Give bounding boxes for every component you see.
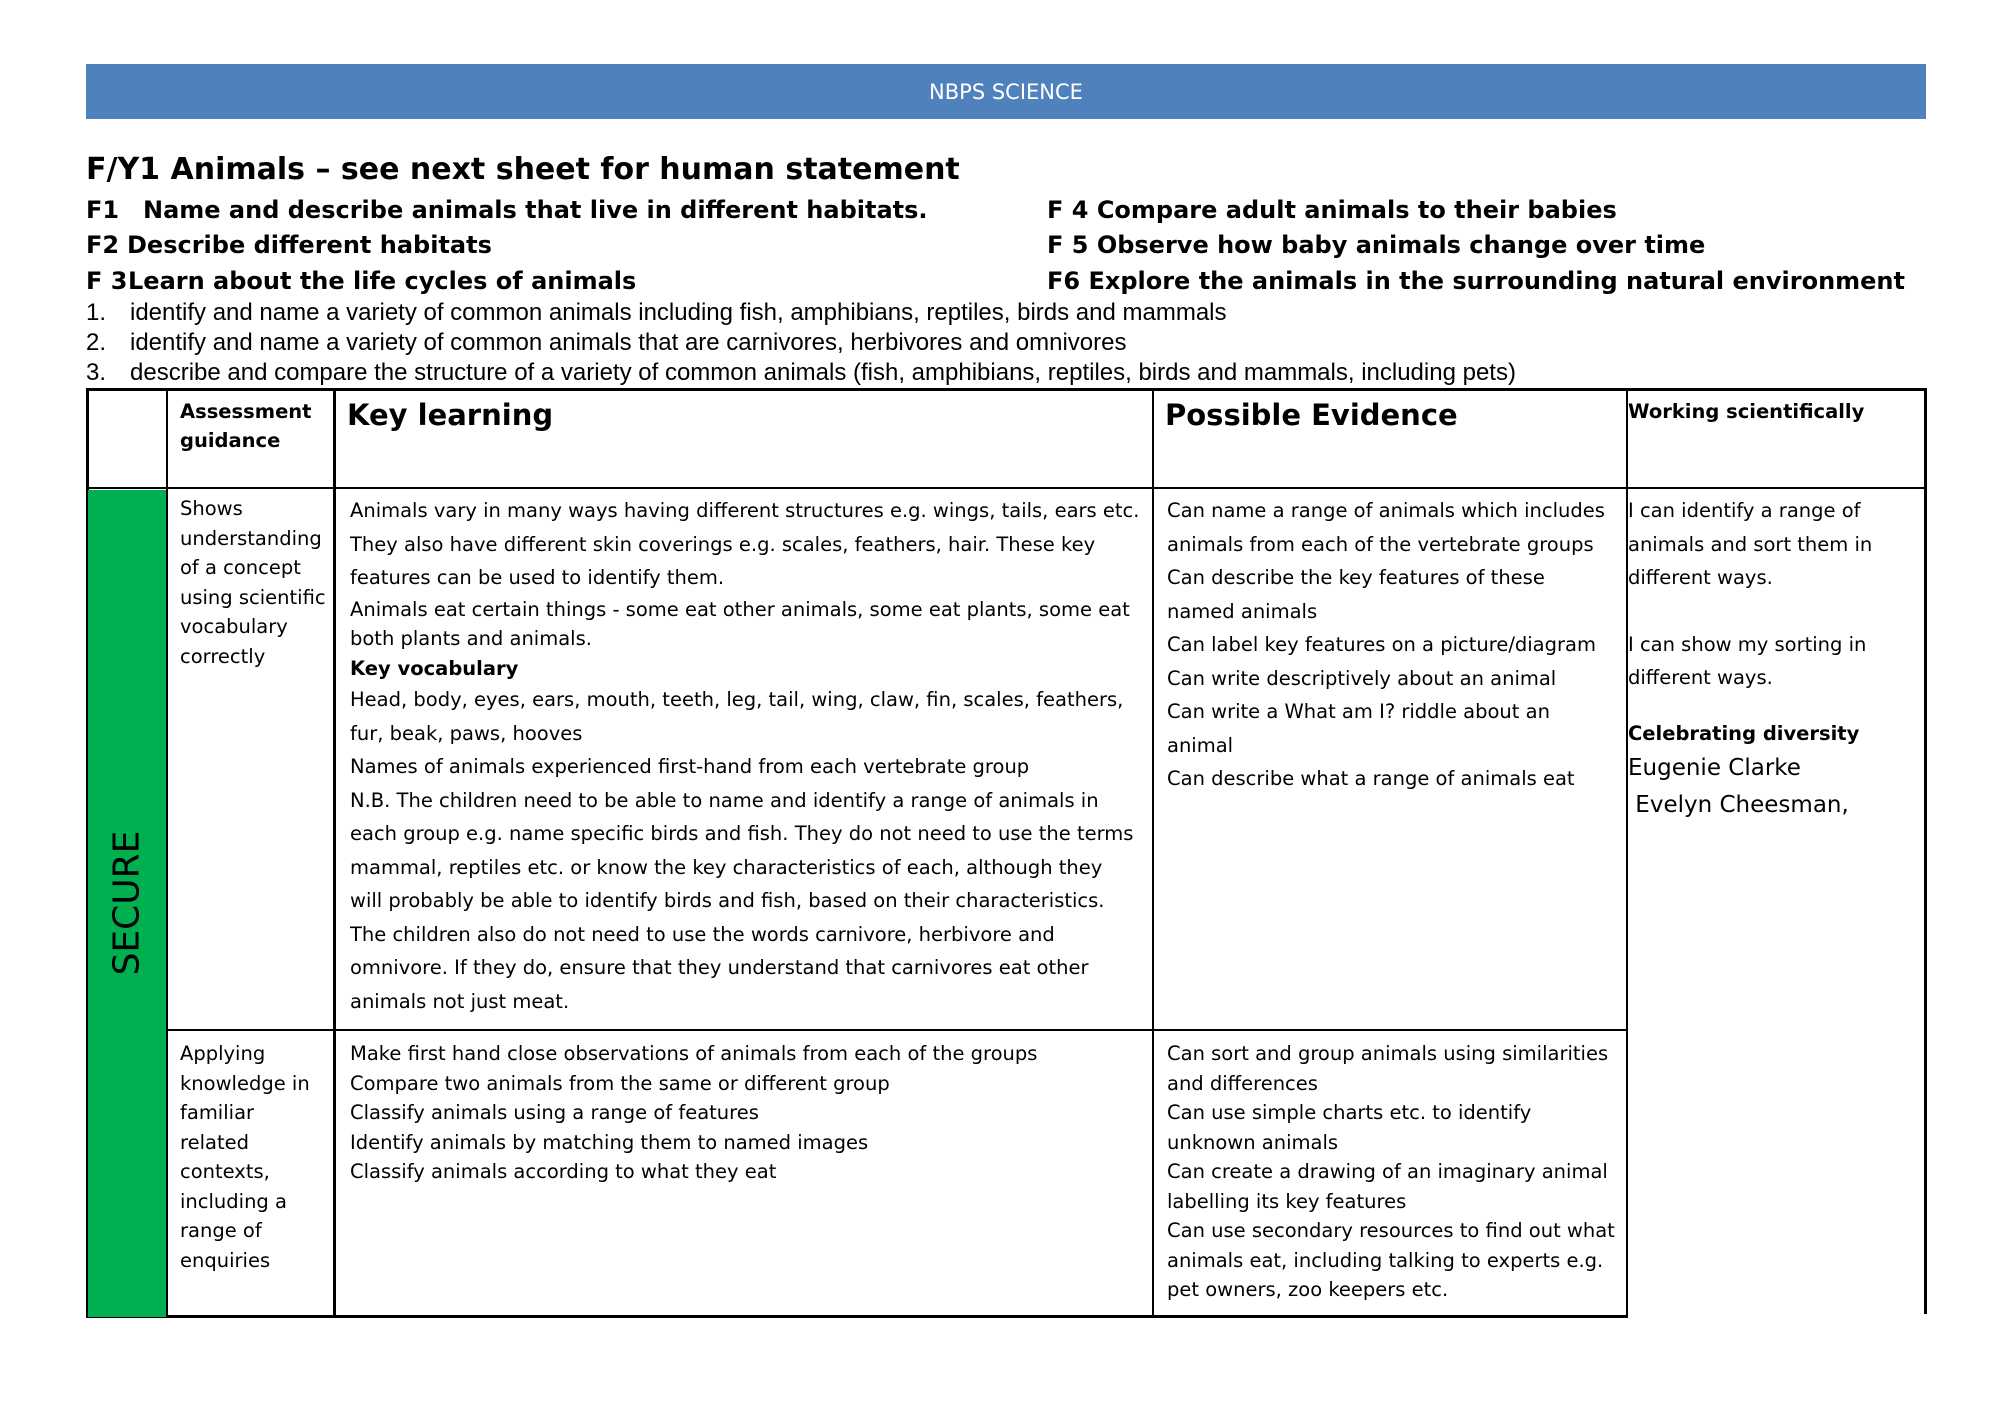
header-assessment-guidance: [180, 397, 320, 455]
celebrating-diversity-heading: Celebrating diversity: [1628, 721, 1860, 745]
table-divider-row: [166, 1029, 1627, 1031]
objective-text: Explore the animals in the surrounding natural environment: [1088, 267, 1905, 295]
key-vocabulary-heading: Key vocabulary: [350, 656, 519, 680]
objective-code: F 3: [86, 267, 128, 295]
statement-text: identify and name a variety of common animals including fish, amphibians, reptiles, birds and mammals: [130, 299, 1227, 326]
statement-number: 1.: [86, 299, 107, 326]
evidence-item: Can use simple charts etc. to identify unknown animals: [1167, 1101, 1532, 1154]
evidence-item: Can name a range of animals which includes animals from each of the vertebrate groups: [1167, 499, 1605, 556]
table-divider-header: [86, 487, 1927, 489]
objective-f2: [86, 231, 492, 259]
row1-evidence: [1167, 494, 1617, 796]
secure-level-label: SECURE: [106, 830, 148, 976]
header-assessment-text: Assessment guidance: [180, 400, 312, 452]
objective-code: F2: [86, 231, 120, 259]
statement-text: describe and compare the structure of a variety of common animals (fish, amphibians, reptiles, birds and mammals, including pets): [130, 359, 1516, 386]
statement-text: identify and name a variety of common animals that are carnivores, herbivores and omnivores: [130, 329, 1127, 356]
key-learning-paragraph: Names of animals experienced first-hand from each vertebrate group: [350, 755, 1030, 778]
objective-f5: [1047, 231, 1705, 259]
table-divider-col3: [1152, 388, 1154, 1318]
objective-code: F 4: [1047, 196, 1089, 224]
evidence-item: Can write a What am I? riddle about an animal: [1167, 700, 1550, 757]
key-learning-item: Identify animals by matching them to named images: [350, 1130, 869, 1154]
objective-f6: [1047, 267, 1905, 295]
row2-key-learning: [350, 1039, 1140, 1187]
evidence-item: Can describe the key features of these named animals: [1167, 566, 1545, 623]
key-learning-paragraph: Animals eat certain things - some eat other animals, some eat plants, some eat both plants and animals.: [350, 597, 1130, 650]
objective-text: Learn about the life cycles of animals: [128, 267, 637, 295]
objective-f4: [1047, 196, 1617, 224]
table-border-bottom: [86, 1315, 1627, 1318]
key-learning-item: Make first hand close observations of animals from each of the groups: [350, 1042, 1038, 1065]
row1-key-learning: [350, 494, 1140, 1018]
statement-3: [86, 359, 1516, 387]
statement-1: [86, 299, 1227, 327]
key-learning-paragraph: Animals vary in many ways having different structures e.g. wings, tails, ears etc. They also have different skin coverings e.g. scales, feathers, hair. These key features can be used to identify them.: [350, 499, 1140, 589]
evidence-item: Can label key features on a picture/diagram: [1167, 633, 1596, 656]
evidence-item: Can write descriptively about an animal: [1167, 666, 1557, 690]
key-learning-item: Classify animals using a range of features: [350, 1101, 759, 1124]
objective-code: F6: [1047, 267, 1081, 295]
key-learning-item: Compare two animals from the same or different group: [350, 1071, 890, 1095]
evidence-item: Can create a drawing of an imaginary animal labelling its key features: [1167, 1160, 1608, 1213]
statement-number: 3.: [86, 359, 107, 386]
key-learning-note: The children also do not need to use the words carnivore, herbivore and omnivore. If they do, ensure that they understand that carnivores eat other animals not just meat.: [350, 922, 1089, 1013]
header-key-learning: Key learning: [347, 398, 554, 432]
key-vocabulary-list: Head, body, eyes, ears, mouth, teeth, leg, tail, wing, claw, fin, scales, feathers, fur, beak, paws, hooves: [350, 688, 1124, 745]
table-divider-col1: [166, 388, 168, 1318]
working-statement: I can identify a range of animals and sort them in different ways.: [1628, 499, 1873, 589]
objective-text: Describe different habitats: [127, 231, 492, 259]
row2-evidence: [1167, 1039, 1617, 1305]
objective-code: F1: [86, 196, 120, 224]
objective-text: Observe how baby animals change over time: [1096, 231, 1706, 259]
diversity-name: Evelyn Cheesman,: [1628, 792, 1849, 818]
table-border-right: [1924, 388, 1927, 1314]
table-border-top: [86, 388, 1927, 391]
diversity-name: Eugenie Clarke: [1628, 755, 1801, 781]
page-title: F/Y1 Animals – see next sheet for human statement: [86, 152, 960, 187]
key-learning-note: N.B. The children need to be able to name and identify a range of animals in each group e.g. name specific birds and fish. They do not need to use the terms mammal, reptiles etc. or know the key characteristics of each, although they will probably be able to identify birds and fish, based on their characteristics.: [350, 788, 1134, 912]
row2-guidance: Applying knowledge in familiar related contexts, including a range of enquiries: [180, 1042, 310, 1272]
objective-text: Compare adult animals to their babies: [1096, 196, 1617, 224]
evidence-item: Can describe what a range of animals eat: [1167, 767, 1575, 790]
header-working-scientifically: Working scientifically: [1628, 400, 1865, 423]
evidence-item: Can sort and group animals using similarities and differences: [1167, 1042, 1609, 1095]
objective-f1: [86, 196, 928, 224]
objective-text: Name and describe animals that live in different habitats.: [143, 196, 928, 224]
key-learning-item: Classify animals according to what they eat: [350, 1160, 777, 1183]
row1-guidance: Shows understanding of a concept using scientific vocabulary correctly: [180, 497, 326, 668]
evidence-item: Can use secondary resources to find out what animals eat, including talking to experts e.g. pet owners, zoo keepers etc.: [1167, 1219, 1615, 1301]
statement-2: [86, 329, 1126, 357]
header-banner: NBPS SCIENCE: [86, 64, 1926, 119]
objective-f3: [86, 267, 636, 295]
statement-number: 2.: [86, 329, 107, 356]
objective-code: F 5: [1047, 231, 1089, 259]
header-possible-evidence: Possible Evidence: [1165, 398, 1458, 432]
working-statement: I can show my sorting in different ways.: [1628, 632, 1867, 689]
working-scientifically-content: [1628, 494, 1918, 824]
table-divider-col2: [333, 388, 336, 1318]
